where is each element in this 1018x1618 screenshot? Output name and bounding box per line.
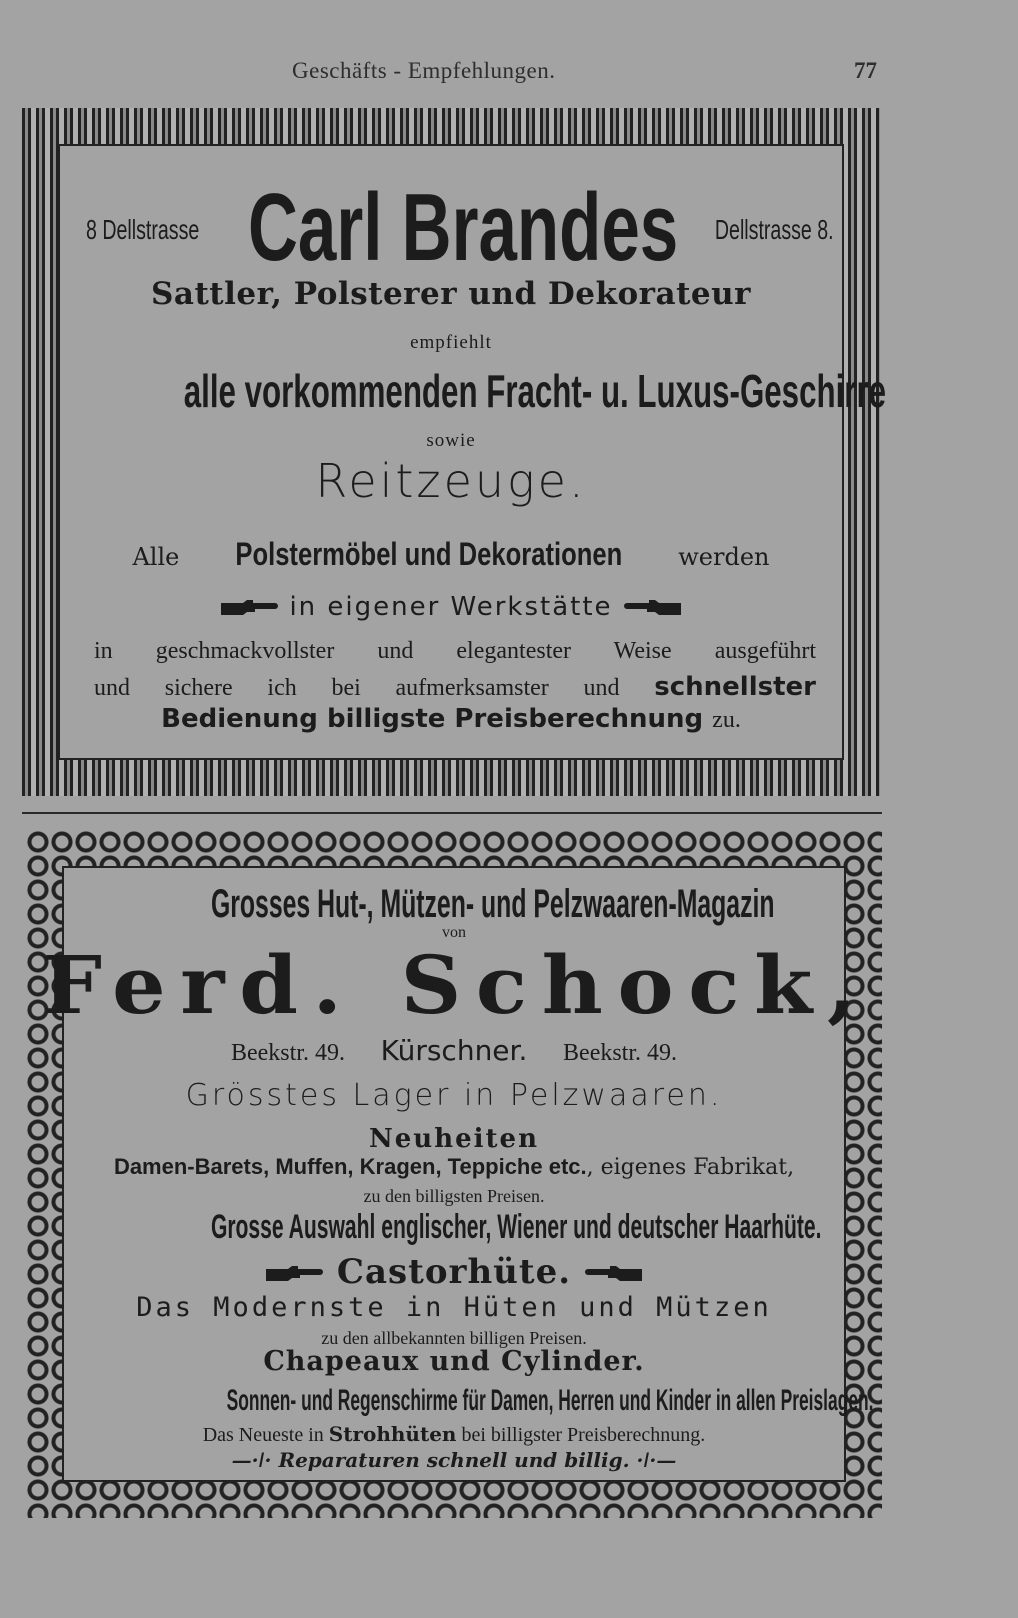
ornament-right-icon: ·ǀ·— xyxy=(636,1448,677,1472)
style-line: in geschmackvollster und elegantester Weise ausgeführt xyxy=(94,638,816,664)
stock-line: Grösstes Lager in Pelzwaaren. xyxy=(185,1078,723,1113)
address-right: Dellstrasse 8. xyxy=(715,214,834,245)
pointing-hand-left-icon xyxy=(623,599,683,617)
pointing-hand-right-icon xyxy=(264,1265,324,1283)
running-header xyxy=(0,58,987,88)
business-name: Ferd. Schock, xyxy=(42,938,871,1032)
address-right: Beekstr. 49. xyxy=(563,1040,678,1066)
advertisement-schock xyxy=(26,830,882,1518)
umbrellas-line: Sonnen- und Regenschirme für Damen, Herren und Kinder in allen Preislagen. xyxy=(226,1384,874,1417)
hats-line: Grosse Auswahl englischer, Wiener und deutscher Haarhüte. xyxy=(210,1208,822,1246)
assure-line: und sichere ich bei aufmerksamster und schnellster xyxy=(94,672,816,702)
furniture-line: Alle Polstermöbel und Dekorationen werden xyxy=(132,536,770,572)
address-left: Beekstr. 49. xyxy=(230,1040,345,1066)
pointing-hand-right-icon xyxy=(219,599,279,617)
pointing-hand-left-icon xyxy=(584,1265,644,1283)
harness-line: alle vorkommenden Fracht- u. Luxus-Geschirre xyxy=(183,365,887,417)
ornament-left-icon: —·ǀ· xyxy=(231,1448,272,1472)
from-line: von xyxy=(442,924,466,941)
straw-line: Das Neueste in Strohhüten bei billigster Preisberechnung. xyxy=(202,1422,706,1446)
section-title: Geschäfts - Empfehlungen. xyxy=(292,58,556,83)
castor-line: Castorhüte. xyxy=(62,1252,846,1292)
advertisement-brandes xyxy=(22,108,887,796)
service-line: Bedienung billigste Preisberechnung zu. xyxy=(161,704,741,734)
recommends-line: empfiehlt xyxy=(410,332,492,353)
and-line: sowie xyxy=(426,430,476,451)
address-line xyxy=(62,1034,846,1067)
items-line: Damen-Barets, Muffen, Kragen, Teppiche etc., eigenes Fabrikat, xyxy=(113,1154,795,1180)
business-name: Carl Brandes xyxy=(248,174,679,281)
address-left: 8 Dellstrasse xyxy=(86,214,200,245)
divider xyxy=(22,812,882,814)
trade-line: Sattler, Polsterer und Dekorateur xyxy=(150,276,752,312)
modern-line: Das Modernste in Hüten und Mützen xyxy=(136,1292,772,1323)
shop-line: Grosses Hut-, Mützen- und Pelzwaaren-Magazin xyxy=(210,882,775,926)
prices-line: zu den billigsten Preisen. xyxy=(363,1186,545,1206)
workshop-line: in eigener Werkstätte xyxy=(58,592,844,622)
riding-line: Reitzeuge. xyxy=(315,454,587,508)
prices-line-2: zu den allbekannten billigen Preisen. xyxy=(321,1328,587,1348)
page-number: 77 xyxy=(854,58,877,83)
news-line: Neuheiten xyxy=(369,1124,539,1154)
repairs-line: —·ǀ· Reparaturen schnell und billig. ·ǀ·— xyxy=(231,1448,677,1472)
chapeaux-line: Chapeaux und Cylinder. xyxy=(263,1346,645,1377)
trade: Kürschner. xyxy=(380,1034,528,1067)
